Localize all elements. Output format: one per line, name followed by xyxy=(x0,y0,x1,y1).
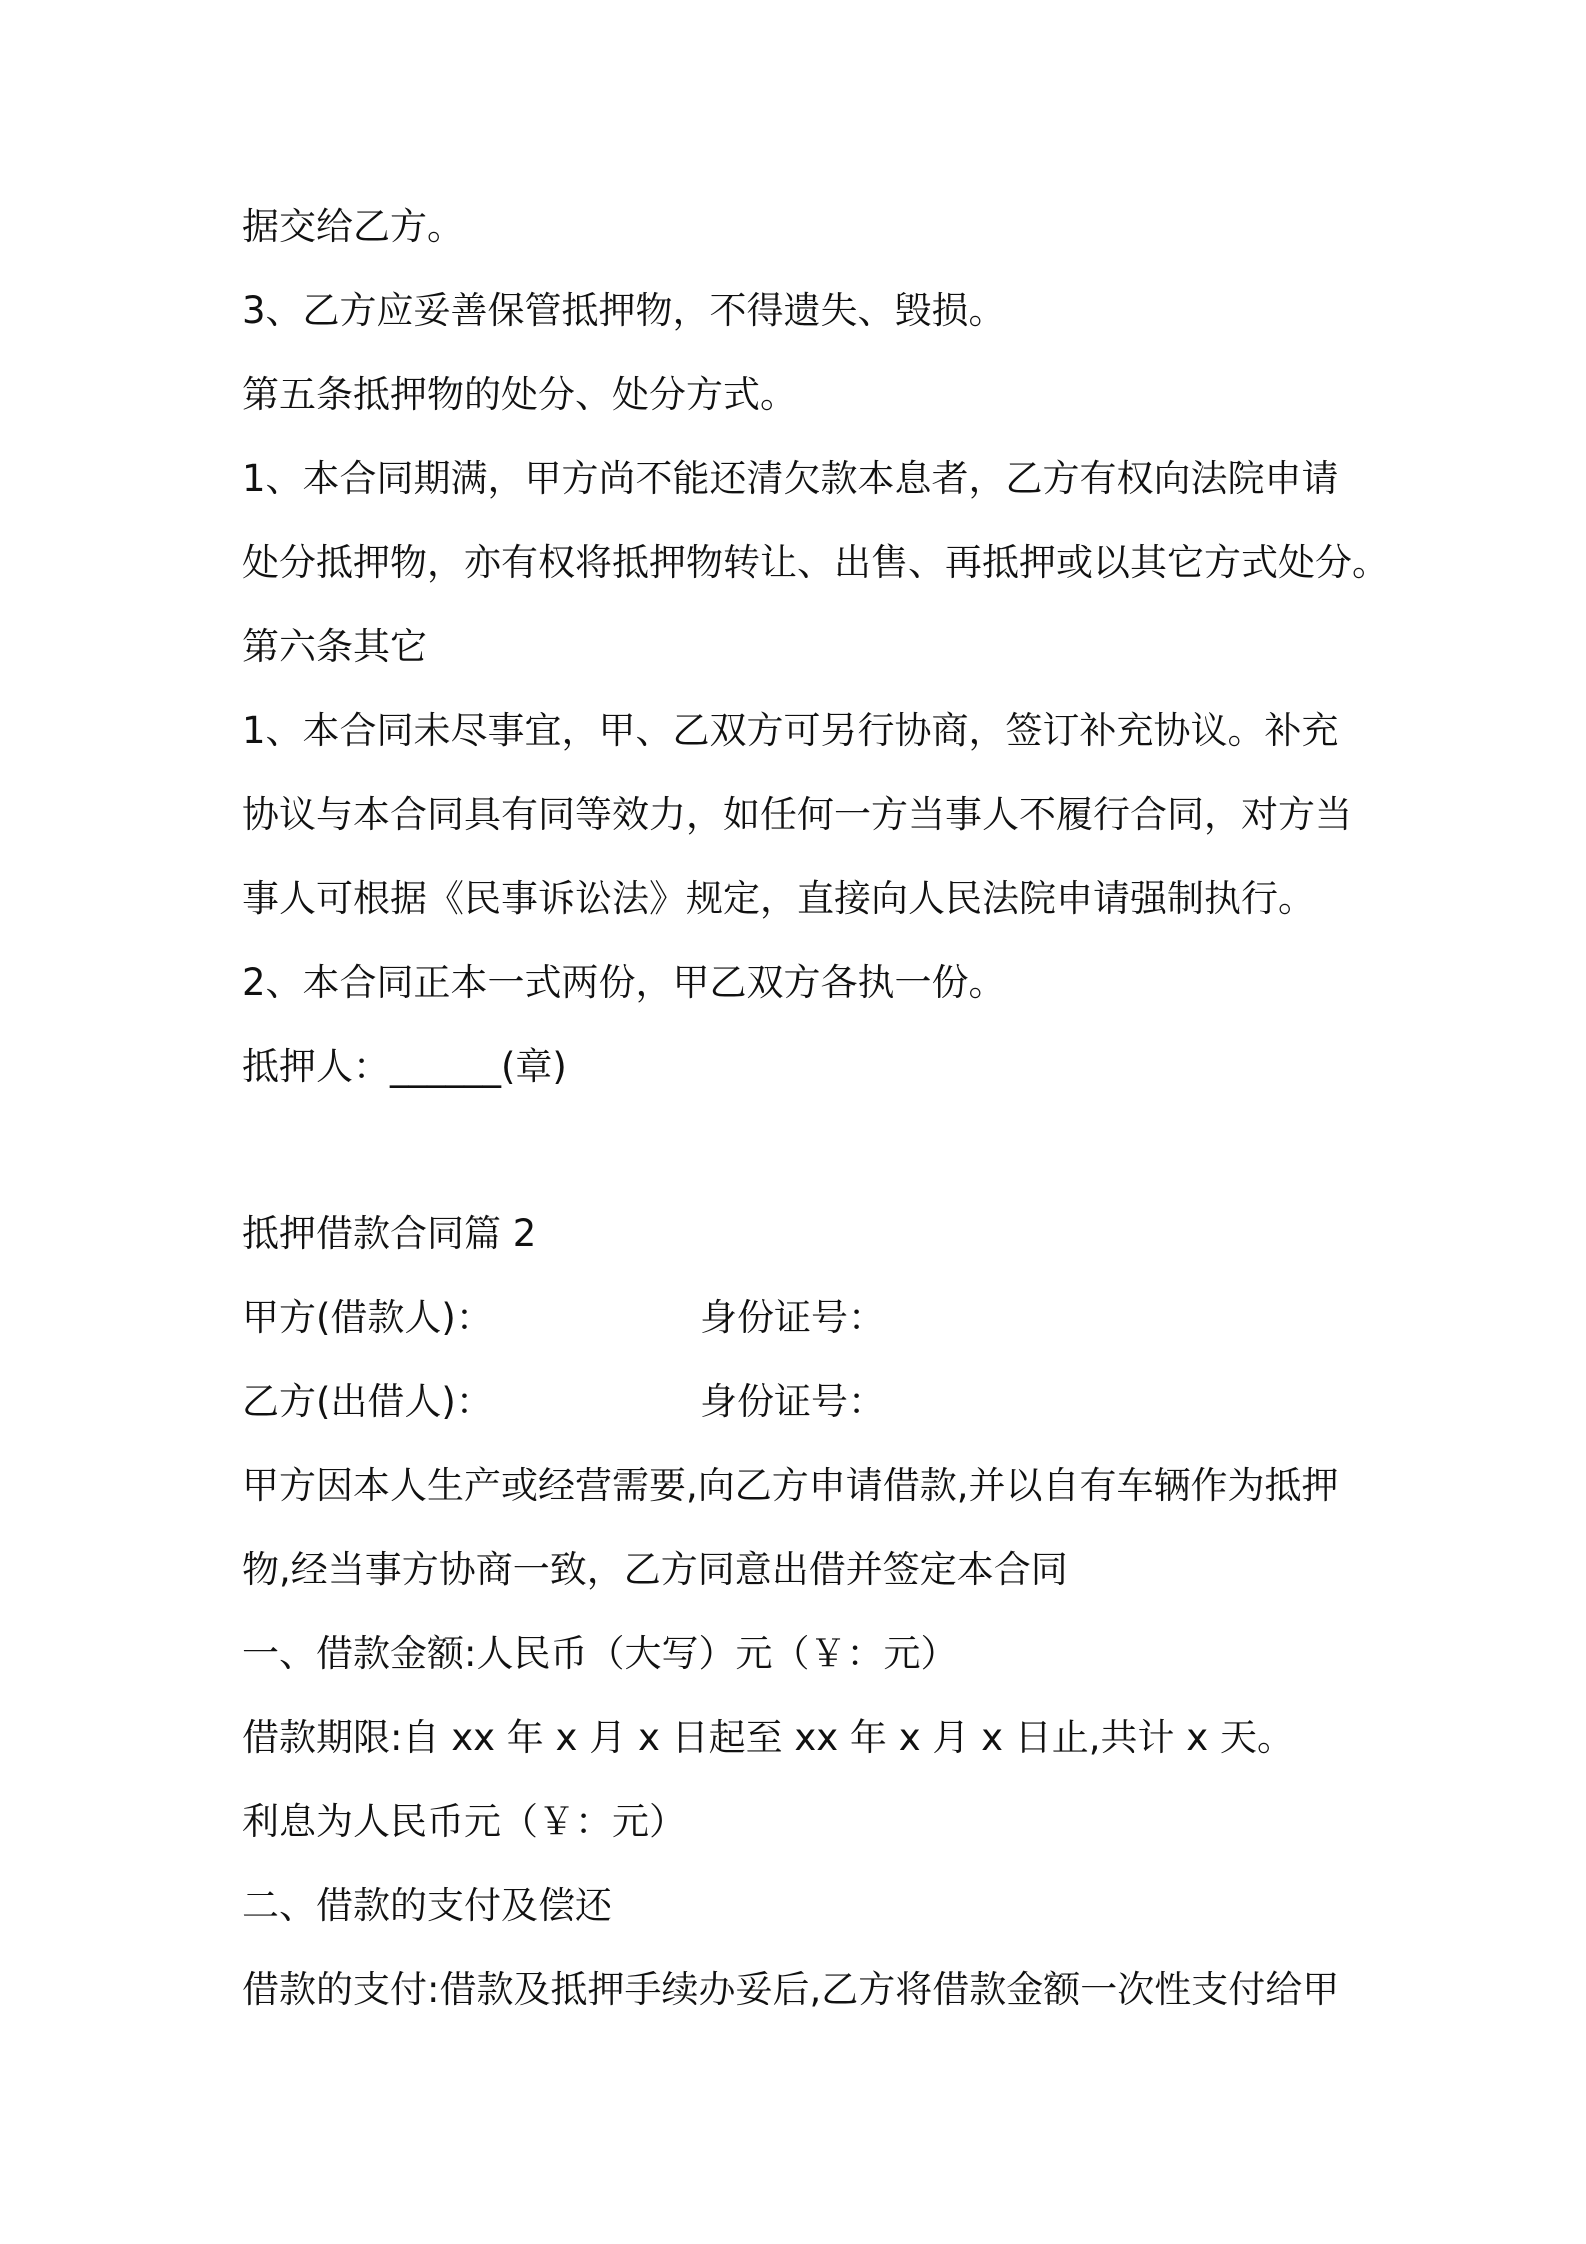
paragraph-line: 事人可根据《民事诉讼法》规定，直接向人民法院申请强制执行。 xyxy=(242,877,1315,920)
party-a-label: 甲方(借款人)： xyxy=(242,1296,493,1339)
section-heading: 第五条抵押物的处分、处分方式。 xyxy=(242,373,797,416)
party-b-id-label: 身份证号： xyxy=(700,1380,885,1423)
section-heading: 第六条其它 xyxy=(242,625,427,668)
paragraph-line: 甲方因本人生产或经营需要,向乙方申请借款,并以自有车辆作为抵押 xyxy=(242,1464,1339,1507)
paragraph-line: 协议与本合同具有同等效力，如任何一方当事人不履行合同，对方当 xyxy=(242,793,1352,836)
party-a-id-label: 身份证号： xyxy=(700,1296,885,1339)
paragraph-line: 1、本合同期满，甲方尚不能还清欠款本息者，乙方有权向法院申请 xyxy=(242,457,1339,500)
paragraph-line: 2、本合同正本一式两份，甲乙双方各执一份。 xyxy=(242,961,1006,1004)
section-heading: 二、借款的支付及偿还 xyxy=(242,1884,612,1927)
paragraph-line: 处分抵押物，亦有权将抵押物转让、出售、再抵押或以其它方式处分。 xyxy=(242,541,1389,584)
party-b-label: 乙方(出借人)： xyxy=(242,1380,493,1423)
paragraph-line: 3、乙方应妥善保管抵押物，不得遗失、毁损。 xyxy=(242,289,1006,332)
signature-line: 抵押人：______(章) xyxy=(242,1045,567,1088)
paragraph-line: 据交给乙方。 xyxy=(242,205,464,248)
paragraph-line: 借款的支付:借款及抵押手续办妥后,乙方将借款金额一次性支付给甲 xyxy=(242,1968,1340,2011)
paragraph-line: 物,经当事方协商一致，乙方同意出借并签定本合同 xyxy=(242,1548,1068,1591)
paragraph-line: 1、本合同未尽事宜，甲、乙双方可另行协商，签订补充协议。补充 xyxy=(242,709,1339,752)
section-title: 抵押借款合同篇 2 xyxy=(242,1212,537,1255)
paragraph-line: 借款期限:自 xx 年 x 月 x 日起至 xx 年 x 月 x 日止,共计 x 天。 xyxy=(242,1716,1294,1759)
paragraph-line: 一、借款金额:人民币（大写）元（￥：元） xyxy=(242,1632,958,1675)
paragraph-line: 利息为人民币元（￥：元） xyxy=(242,1800,686,1843)
